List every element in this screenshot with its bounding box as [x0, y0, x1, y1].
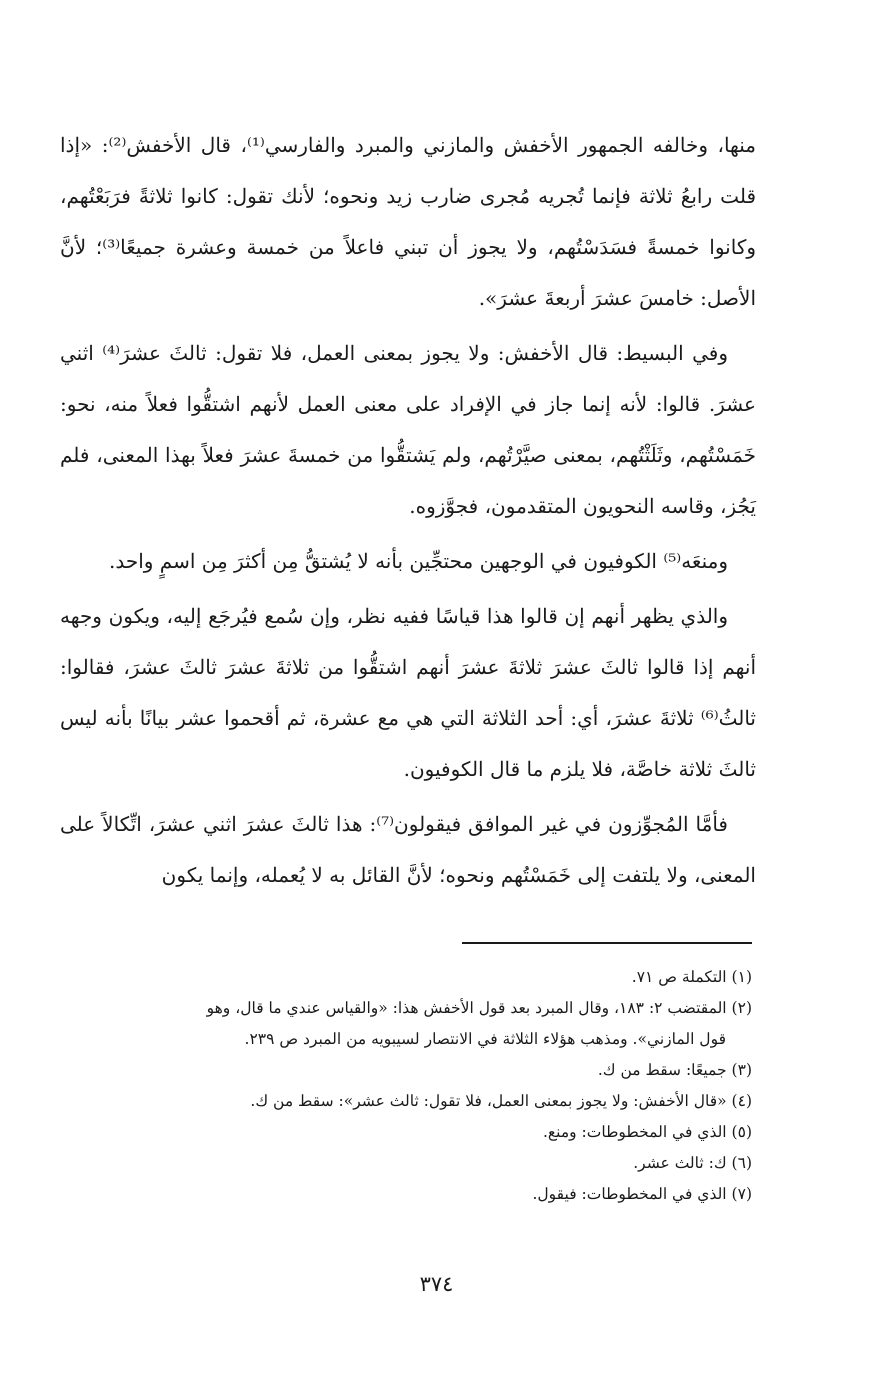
footnote-text: الذي في المخطوطات: ومنع.: [542, 1123, 727, 1141]
footnote-text: «قال الأخفش: ولا يجوز بمعنى العمل، فلا تقول: ثالث عشر»: سقط من ك.: [250, 1092, 727, 1110]
footnote-label: (٥): [731, 1123, 752, 1141]
paragraph-5: فأمَّا المُجوِّزون في غير الموافق فيقولون⁽⁷⁾: هذا ثالثَ عشرَ اثني عشرَ، اتِّكالاً على المعنى، ولا يلتفت إلى خَمَسْتُهم ونحوه؛ لأنَّ القائل به لا يُعمله، وإنما يكون: [60, 812, 756, 887]
footnote-7: [60, 1179, 752, 1210]
main-text-block: [60, 120, 756, 905]
footnote-label: (١): [731, 968, 752, 986]
footnote-4: [60, 1086, 752, 1117]
footnote-label: (٤): [731, 1092, 752, 1110]
footnote-2: [60, 993, 752, 1024]
footnote-5: [60, 1117, 752, 1148]
footnote-1: [60, 962, 752, 993]
paragraph-2: وفي البسيط: قال الأخفش: ولا يجوز بمعنى العمل، فلا تقول: ثالثَ عشرَ⁽⁴⁾ اثني عشرَ. قالوا: لأنه إنما جاز في الإفراد على معنى العمل لأنهم اشتقُّوا فعلاً منه، نحو: خَمَسْتُهم، وثَلَثْتُهم، بمعنى صيَّرْتُهم، ولم يَشتقُّوا من خمسةَ عشرَ فعلاً بهذا المعنى، فلم يَجُز، وقاسه النحويون المتقدمون، فجوَّزوه.: [60, 341, 756, 518]
footnote-label: (٢): [731, 999, 752, 1017]
footnote-text: التكملة ص ٧١.: [631, 968, 727, 986]
footnote-3: [60, 1055, 752, 1086]
footnote-text: المقتضب ٢: ١٨٣، وقال المبرد بعد قول الأخفش هذا: «والقياس عندي ما قال، وهو: [206, 999, 727, 1017]
page-number: ٣٧٤: [419, 1272, 454, 1296]
footnote-text: جميعًا: سقط من ك.: [597, 1061, 727, 1079]
footnote-label: (٧): [731, 1185, 752, 1203]
footnote-label: (٣): [731, 1061, 752, 1079]
footnote-divider: [462, 942, 752, 944]
paragraph-1: منها، وخالفه الجمهور الأخفش والمازني والمبرد والفارسي⁽¹⁾، قال الأخفش⁽²⁾: «إذا قلت رابعُ ثلاثة فإنما تُجريه مُجرى ضارب زيد ونحوه؛ لأنك تقول: كانوا ثلاثةً فرَبَعْتُهم، وكانوا خمسةً فسَدَسْتُهم، ولا يجوز أن تبني فاعلاً من خمسة وعشرة جميعًا⁽³⁾؛ لأنَّ الأصل: خامسَ عشرَ أربعةَ عشرَ».: [60, 133, 756, 310]
footnote-2-continuation: قول المازني». ومذهب هؤلاء الثلاثة في الانتصار لسيبويه من المبرد ص ٢٣٩.: [244, 1030, 726, 1048]
footnote-label: (٦): [731, 1154, 752, 1172]
footnote-6: [60, 1148, 752, 1179]
footnotes-block: [60, 962, 752, 1210]
footnote-text: الذي في المخطوطات: فيقول.: [532, 1185, 727, 1203]
paragraph-4: والذي يظهر أنهم إن قالوا هذا قياسًا ففيه نظر، وإن سُمع فيُرجَع إليه، ويكون وجهه أنهم إذا قالوا ثالثَ عشرَ ثلاثةَ عشرَ أنهم اشتقُّوا من ثلاثةَ عشرَ ثالثَ عشرَ، فقالوا: ثالثُ⁽⁶⁾ ثلاثةَ عشرَ، أي: أحد الثلاثة التي هي مع عشرة، ثم أقحموا عشر بيانًا بأنه ليس ثالثَ ثلاثة خاصَّة، فلا يلزم ما قال الكوفيون.: [60, 604, 756, 781]
paragraph-3: ومنعَه⁽⁵⁾ الكوفيون في الوجهين محتجِّين بأنه لا يُشتقُّ مِن أكثرَ مِن اسمٍ واحد.: [108, 549, 728, 573]
footnote-text: ك: ثالث عشر.: [633, 1154, 727, 1172]
